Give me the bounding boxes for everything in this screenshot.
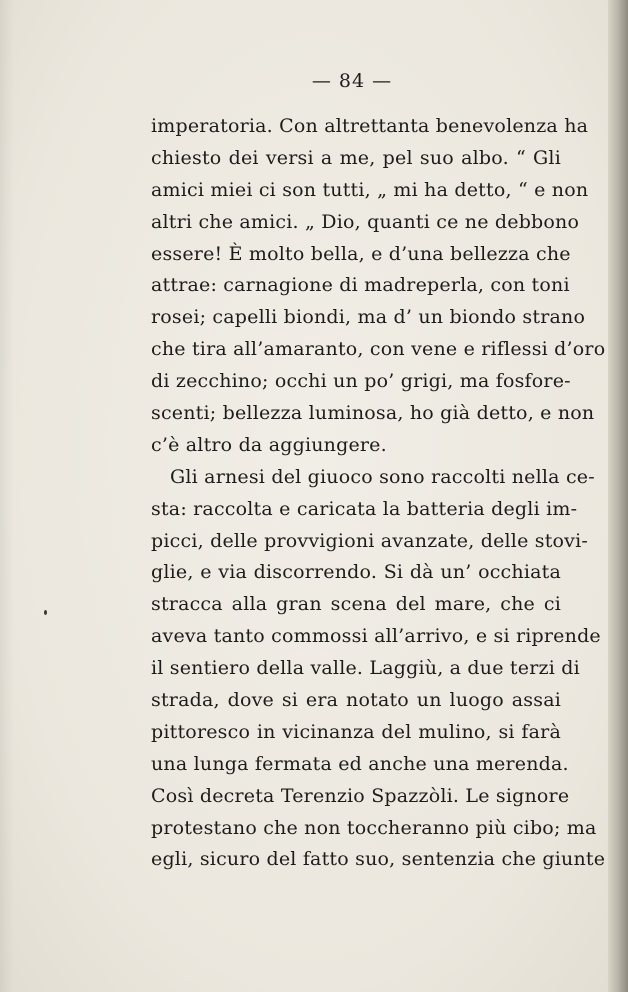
text-line: protestano che non toccheranno più cibo; ma	[151, 816, 597, 839]
text-line: il sentiero della valle. Laggiù, a due terzi di	[151, 657, 580, 680]
text-line: c’è altro da aggiungere.	[151, 433, 387, 456]
paragraph-start-line: Gli arnesi del giuoco sono raccolti nella ce-	[170, 465, 595, 488]
text-line: altri che amici. „ Dio, quanti ce ne debbono	[151, 210, 580, 233]
ink-speck	[44, 610, 47, 615]
text-line: egli, sicuro del fatto suo, sentenzia che giunte	[151, 848, 606, 871]
text-line: strada, dove si era notato un luogo assai	[151, 689, 561, 712]
text-line: picci, delle provvigioni avanzate, delle stovi-	[151, 529, 589, 552]
text-line: pittoresco in vicinanza del mulino, si farà	[151, 720, 561, 743]
text-line: stracca alla gran scena del mare, che ci	[151, 593, 561, 616]
text-line: rosei; capelli biondi, ma d’ un biondo strano	[151, 306, 586, 329]
page-number: — 84 —	[311, 70, 393, 92]
text-line: chiesto dei versi a me, pel suo albo. “ Gli	[151, 146, 561, 169]
body-text	[151, 111, 606, 876]
text-line: di zecchino; occhi un po’ grigi, ma fosfore-	[151, 370, 571, 393]
text-line: imperatoria. Con altrettanta benevolenza ha	[151, 115, 589, 137]
text-line: glie, e via discorrendo. Si dà un’ occhiata	[151, 561, 561, 584]
text-line: scenti; bellezza luminosa, ho già detto, e non	[151, 402, 595, 425]
page-edge-shadow	[608, 0, 628, 992]
text-line: Così decreta Terenzio Spazzòli. Le signore	[151, 784, 570, 807]
text-line: che tira all’amaranto, con vene e riflessi d’oro	[151, 338, 606, 361]
text-line: amici miei ci son tutti, „ mi ha detto, “ e non	[151, 178, 589, 201]
text-line: essere! È molto bella, e d’una bellezza che	[151, 242, 571, 265]
text-line: attrae: carnagione di madreperla, con toni	[151, 274, 570, 297]
text-line: una lunga fermata ed anche una merenda.	[151, 752, 569, 775]
text-line: sta: raccolta e caricata la batteria degli im-	[151, 497, 578, 520]
text-line: aveva tanto commossi all’arrivo, e si riprende	[151, 625, 601, 648]
